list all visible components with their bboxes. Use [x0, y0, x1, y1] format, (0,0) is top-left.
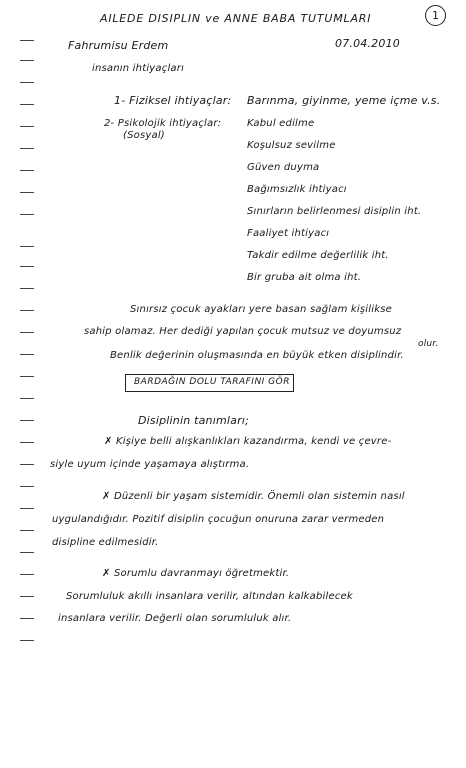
margin-mark [20, 442, 34, 443]
paragraph-line: sahip olamaz. Her dediği yapılan çocuk mutsuz ve doyumsuz [84, 326, 402, 337]
definition-line: siyle uyum içinde yaşamaya alıştırma. [50, 459, 250, 470]
psych-item: Sınırların belirlenmesi disiplin iht. [247, 206, 422, 217]
margin-mark [20, 266, 34, 267]
margin-mark [20, 354, 34, 355]
margin-mark [20, 640, 34, 641]
definition-line: ✗ Düzenli bir yaşam sistemidir. Önemli olan sistemin nasıl [102, 491, 405, 502]
date: 07.04.2010 [335, 37, 400, 50]
need-label: 1- Fiziksel ihtiyaçlar: [114, 94, 232, 107]
margin-mark [20, 246, 34, 247]
psych-item: Güven duyma [247, 162, 320, 173]
psych-item: Bağımsızlık ihtiyacı [247, 184, 347, 195]
margin-mark [20, 40, 34, 41]
page-title: AILEDE DISIPLIN ve ANNE BABA TUTUMLARI [100, 12, 372, 25]
margin-mark [20, 60, 34, 61]
section-heading: insanın ihtiyaçları [92, 63, 185, 74]
psych-item: Bir gruba ait olma iht. [247, 272, 362, 283]
author-name: Fahrumisu Erdem [68, 39, 169, 52]
margin-mark [20, 596, 34, 597]
margin-mark [20, 288, 34, 289]
margin-mark [20, 170, 34, 171]
margin-mark [20, 398, 34, 399]
paragraph-line: Benlik değerinin oluşmasında en büyük etken disiplindir. [110, 350, 404, 361]
definitions-heading: Disiplinin tanımları; [138, 414, 249, 427]
margin-mark [20, 82, 34, 83]
margin-mark [20, 508, 34, 509]
psych-item: Takdir edilme değerlilik iht. [247, 250, 389, 261]
margin-mark [20, 148, 34, 149]
boxed-note-text: BARDAĞIN DOLU TARAFINI GÖR [134, 377, 290, 387]
margin-mark [20, 574, 34, 575]
margin-mark [20, 486, 34, 487]
margin-mark [20, 104, 34, 105]
definition-line: Sorumluluk akıllı insanlara verilir, altından kalkabilecek [66, 591, 353, 602]
definition-line: insanlara verilir. Değerli olan sorumluluk alır. [58, 613, 292, 624]
margin-mark [20, 552, 34, 553]
margin-mark [20, 310, 34, 311]
definition-line: disipline edilmesidir. [52, 537, 159, 548]
need-label: 2- Psikolojik ihtiyaçlar: [104, 118, 222, 129]
page-number: 1 [425, 5, 446, 26]
margin-mark [20, 126, 34, 127]
margin-mark [20, 214, 34, 215]
psych-item: Koşulsuz sevilme [247, 140, 336, 151]
psych-item: Faaliyet ihtiyacı [247, 228, 330, 239]
definition-line: ✗ Kişiye belli alışkanlıkları kazandırma, kendi ve çevre- [104, 436, 392, 447]
need-detail: Barınma, giyinme, yeme içme v.s. [247, 94, 441, 107]
definition-line: ✗ Sorumlu davranmayı öğretmektir. [102, 568, 290, 579]
margin-mark [20, 192, 34, 193]
margin-mark [20, 464, 34, 465]
margin-mark [20, 618, 34, 619]
need-detail: Kabul edilme [247, 118, 315, 129]
definition-line: uygulandığıdır. Pozitif disiplin çocuğun onuruna zarar vermeden [52, 514, 385, 525]
margin-mark [20, 376, 34, 377]
paragraph-note: olur. [418, 339, 439, 349]
margin-mark [20, 332, 34, 333]
boxed-note [125, 374, 294, 392]
need-sublabel: (Sosyal) [123, 130, 165, 141]
paragraph-line: Sınırsız çocuk ayakları yere basan sağlam kişilikse [130, 304, 392, 315]
margin-mark [20, 530, 34, 531]
margin-mark [20, 420, 34, 421]
